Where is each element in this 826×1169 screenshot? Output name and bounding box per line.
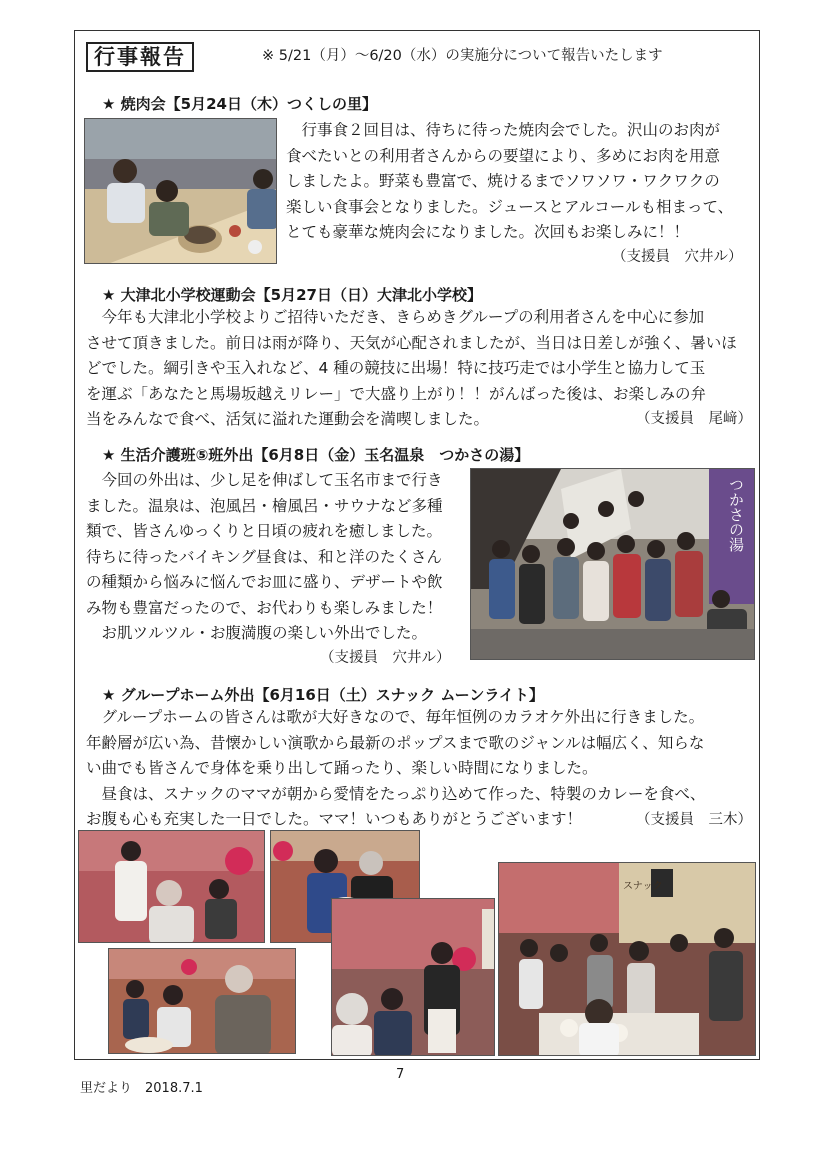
text-line: 当をみんなで食べ、活気に溢れた運動会を満喫しました。 bbox=[86, 410, 490, 428]
text-line: 類で、皆さんゆっくりと日頃の疲れを癒しました。 bbox=[86, 522, 443, 540]
karaoke-photo-1 bbox=[78, 830, 265, 943]
section-heading-onsen: ★ 生活介護班⑤班外出【6月8日（金）玉名温泉 つかさの湯】 bbox=[102, 446, 530, 464]
sports-day-signature: （支援員 尾﨑） bbox=[636, 411, 752, 427]
bbq-signature: （支援員 穴井ル） bbox=[612, 249, 743, 265]
text-line: お肌ツルツル・お腹満腹の楽しい外出でした。 bbox=[86, 624, 428, 642]
karaoke-photo-4 bbox=[108, 948, 296, 1054]
text-line: 昼食は、スナックのママが朝から愛情をたっぷり込めて作った、特製のカレーを食べ、 bbox=[86, 784, 706, 803]
onsen-group-photo bbox=[470, 468, 755, 660]
section-heading-group-home: ★ グループホーム外出【6月16日（土）スナック ムーンライト】 bbox=[102, 686, 544, 704]
snack-sign: スナック bbox=[623, 881, 663, 892]
group-home-signature: （支援員 三木） bbox=[636, 812, 752, 828]
text-line: 食べたいとの利用者さんからの要望により、多めにお肉を用意 bbox=[286, 146, 721, 165]
section-heading-bbq: ★ 焼肉会【5月24日（木）つくしの里】 bbox=[102, 95, 377, 113]
text-line: お腹も心も充実した一日でした。ママ！いつもありがとうございます！ bbox=[86, 810, 583, 828]
karaoke-photo-3 bbox=[498, 862, 756, 1056]
page-number: 7 bbox=[396, 1067, 405, 1082]
text-line: させて頂きました。前日は雨が降り、天気が心配されましたが、当日は日差しが強く、暑いほ bbox=[86, 333, 737, 352]
text-line: を運ぶ「あなたと馬場坂越えリレー」で大盛り上がり！！がんばった後は、お楽しみの弁 bbox=[86, 384, 707, 403]
text-line: の種類から悩みに悩んでお皿に盛り、デザートや飲 bbox=[86, 573, 443, 591]
text-line: み物も豊富だったので、お代わりも楽しみました！ bbox=[86, 598, 443, 617]
footer-issue: 里だより 2018.7.1 bbox=[80, 1081, 203, 1096]
text-line: 待ちに待ったバイキング昼食は、和と洋のたくさん bbox=[86, 547, 443, 566]
text-line: どでした。綱引きや玉入れなど、4 種の競技に出場！特に技巧走では小学生と協力して玉 bbox=[86, 359, 706, 377]
text-line: ました。温泉は、泡風呂・檜風呂・サウナなど多種 bbox=[86, 496, 443, 515]
header-note: ※ 5/21（月）～6/20（水）の実施分について報告いたします bbox=[262, 48, 663, 64]
text-line: 楽しい食事会となりました。ジュースとアルコールも相まって、 bbox=[286, 197, 734, 216]
onsen-text bbox=[86, 468, 466, 647]
text-line: グループホームの皆さんは歌が大好きなので、毎年恒例のカラオケ外出に行きました。 bbox=[86, 708, 705, 726]
onsen-banner-text: つかさの湯 bbox=[727, 477, 745, 552]
bbq-text bbox=[286, 118, 756, 246]
text-line: 行事食２回目は、待ちに待った焼肉会でした。沢山のお肉が bbox=[286, 121, 721, 139]
text-line: い曲でも皆さんで身体を乗り出して踊ったり、楽しい時間になりました。 bbox=[86, 759, 598, 777]
section-heading-sports-day: ★ 大津北小学校運動会【5月27日（日）大津北小学校】 bbox=[102, 286, 482, 304]
text-line: 今年も大津北小学校よりご招待いただき、きらめきグループの利用者さんを中心に参加 bbox=[86, 308, 705, 326]
karaoke-photo-5 bbox=[331, 898, 495, 1056]
page-title: 行事報告 bbox=[86, 42, 194, 72]
onsen-signature: （支援員 穴井ル） bbox=[320, 650, 451, 666]
text-line: しましたよ。野菜も豊富で、焼けるまでソワソワ・ワクワクの bbox=[286, 172, 720, 190]
text-line: 年齢層が広い為、昔懐かしい演歌から最新のポップスまで歌のジャンルは幅広く、知らな bbox=[86, 733, 705, 752]
text-line: とても豪華な焼肉会になりました。次回もお楽しみに！！ bbox=[286, 223, 690, 241]
bbq-photo bbox=[84, 118, 277, 264]
text-line: 今回の外出は、少し足を伸ばして玉名市まで行き bbox=[86, 471, 443, 489]
